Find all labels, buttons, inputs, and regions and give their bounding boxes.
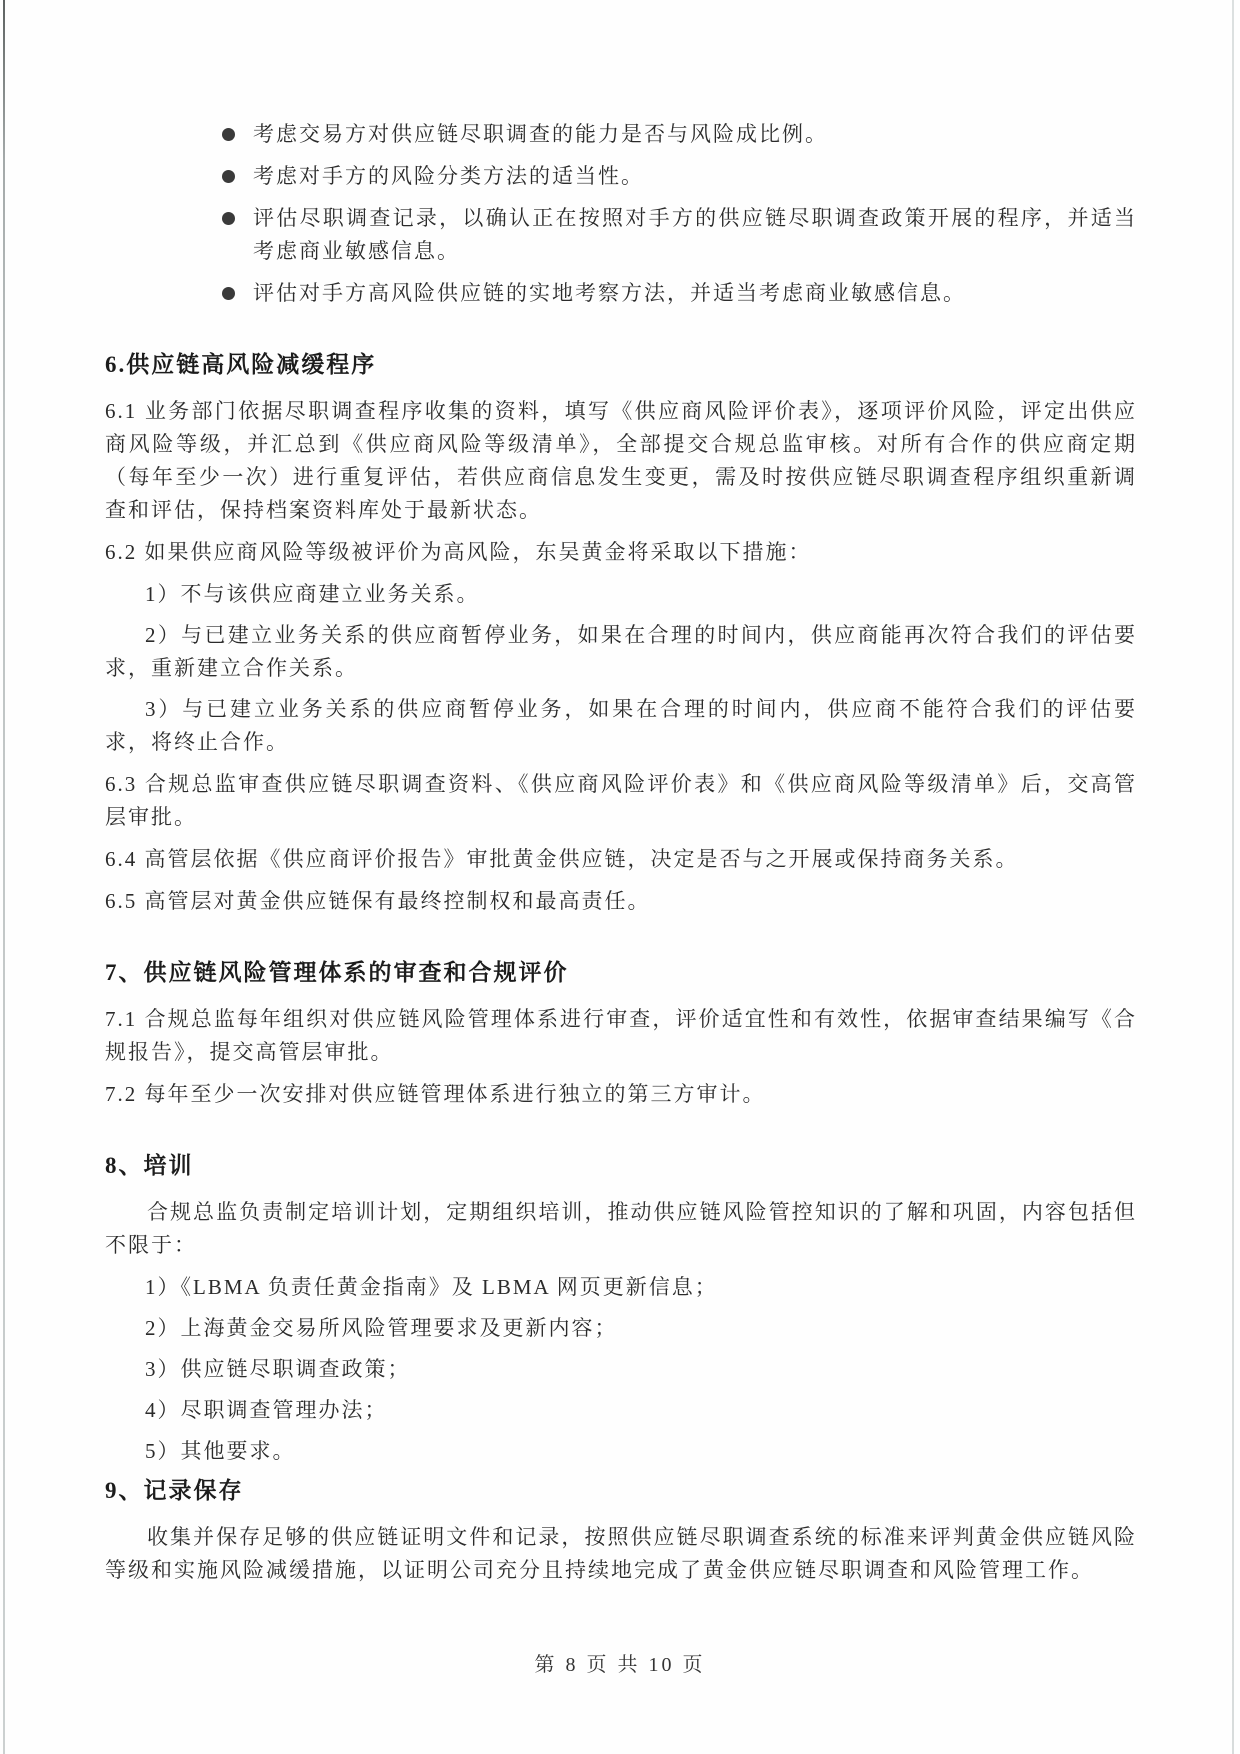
page-number: 第 8 页 共 10 页 [534, 1654, 706, 1676]
bullet-item [222, 118, 1137, 151]
paragraph-7-1: 7.1 合规总监每年组织对供应链风险管理体系进行审查，评价适宜性和有效性，依据审查结果编写《合规报告》，提交高管层审批。 [105, 1007, 1137, 1064]
numbered-item-6-2-1: 1）不与该供应商建立业务关系。 [145, 582, 480, 606]
bullet-text: 评估对手方高风险供应链的实地考察方法，并适当考虑商业敏感信息。 [253, 281, 966, 305]
bullet-text: 考虑交易方对供应链尽职调查的能力是否与风险成比例。 [253, 122, 828, 146]
bullet-text: 考虑对手方的风险分类方法的适当性。 [253, 164, 644, 188]
section-9-heading: 9、记录保存 [105, 1478, 244, 1503]
bullet-circle-icon [222, 128, 235, 141]
document-content [105, 118, 1137, 1596]
paragraph-6-2: 6.2 如果供应商风险等级被评价为高风险，东吴黄金将采取以下措施： [105, 540, 812, 564]
numbered-item-8-3: 3）供应链尽职调查政策； [145, 1357, 411, 1381]
paragraph-8-intro: 合规总监负责制定培训计划，定期组织培训，推动供应链风险管控知识的了解和巩固，内容包括但不限于： [105, 1200, 1137, 1257]
scan-left-edge-artifact [3, 0, 5, 1754]
bullet-item [222, 277, 1137, 310]
bullet-item [222, 202, 1137, 268]
paragraph-6-3: 6.3 合规总监审查供应链尽职调查资料、《供应商风险评价表》和《供应商风险等级清单》后，交高管层审批。 [105, 772, 1137, 829]
numbered-item-6-2-3: 3）与已建立业务关系的供应商暂停业务，如果在合理的时间内，供应商不能符合我们的评估要求，将终止合作。 [105, 697, 1137, 754]
numbered-item-8-1: 1）《LBMA 负责任黄金指南》及 LBMA 网页更新信息； [145, 1275, 718, 1299]
bullet-circle-icon [222, 170, 235, 183]
paragraph-6-5: 6.5 高管层对黄金供应链保有最终控制权和最高责任。 [105, 889, 651, 913]
numbered-item-6-2-2: 2）与已建立业务关系的供应商暂停业务，如果在合理的时间内，供应商能再次符合我们的评估要求，重新建立合作关系。 [105, 623, 1137, 680]
numbered-item-8-5: 5）其他要求。 [145, 1439, 296, 1463]
page-footer [0, 1648, 1240, 1677]
paragraph-7-2: 7.2 每年至少一次安排对供应链管理体系进行独立的第三方审计。 [105, 1082, 766, 1106]
bullet-circle-icon [222, 287, 235, 300]
paragraph-6-4: 6.4 高管层依据《供应商评价报告》审批黄金供应链，决定是否与之开展或保持商务关系。 [105, 847, 1019, 871]
scan-right-edge-artifact [1232, 0, 1234, 1754]
bullet-item [222, 160, 1137, 193]
bullet-text: 评估尽职调查记录，以确认正在按照对手方的供应链尽职调查政策开展的程序，并适当考虑商业敏感信息。 [253, 206, 1137, 263]
paragraph-9-intro: 收集并保存足够的供应链证明文件和记录，按照供应链尽职调查系统的标准来评判黄金供应链风险等级和实施风险减缓措施，以证明公司充分且持续地完成了黄金供应链尽职调查和风险管理工作。 [105, 1525, 1137, 1582]
numbered-item-8-2: 2）上海黄金交易所风险管理要求及更新内容； [145, 1316, 618, 1340]
paragraph-6-1: 6.1 业务部门依据尽职调查程序收集的资料，填写《供应商风险评价表》，逐项评价风险，评定出供应商风险等级，并汇总到《供应商风险等级清单》，全部提交合规总监审核。对所有合作的供应商定期（每年至少一次）进行重复评估，若供应商信息发生变更，需及时按供应链尽职调查程序组织重新调查和评估，保持档案资料库处于最新状态。 [105, 399, 1137, 522]
section-7-heading: 7、供应链风险管理体系的审查和合规评价 [105, 960, 569, 985]
numbered-item-8-4: 4）尽职调查管理办法； [145, 1398, 388, 1422]
bullet-list [222, 118, 1137, 310]
section-6-heading: 6.供应链高风险减缓程序 [105, 352, 377, 377]
section-8-heading: 8、培训 [105, 1153, 194, 1178]
bullet-circle-icon [222, 212, 235, 225]
